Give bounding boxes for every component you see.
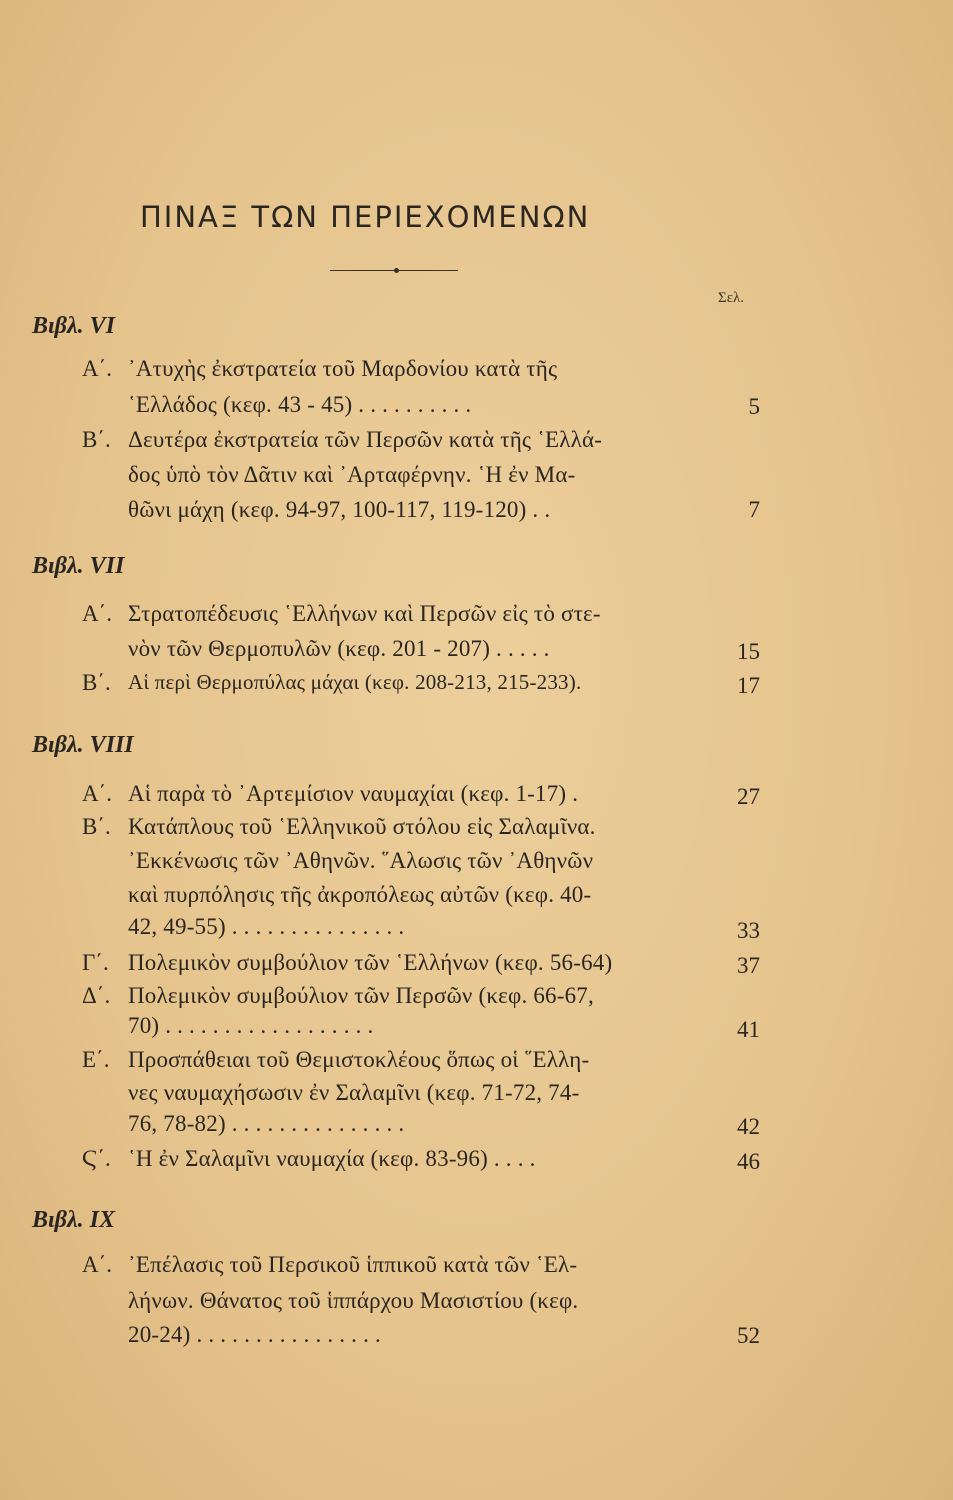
entry-page-number: 27 <box>737 784 760 809</box>
book-heading-ix: Βιβλ. IX <box>32 1207 115 1233</box>
entry-line: 20-24) . . . . . . . . . . . . . . . . <box>128 1322 381 1347</box>
entry-letter: Α΄. <box>82 781 113 806</box>
page-column-label: Σελ. <box>718 290 745 306</box>
entry-line: Αἱ παρὰ τὸ ᾿Αρτεμίσιον ναυμαχίαι (κεφ. 1-17) . <box>128 781 579 806</box>
entry-page-number: 7 <box>748 497 760 522</box>
entry-line: νὸν τῶν Θερμοπυλῶν (κεφ. 201 - 207) . . . . . <box>128 636 550 661</box>
entry-letter: Γ΄. <box>82 950 109 975</box>
entry-line: Κατάπλους τοῦ ῾Ελληνικοῦ στόλου εἰς Σαλαμῖνα. <box>128 814 596 839</box>
entry-letter: Α΄. <box>82 1252 113 1277</box>
entry-page-number: 15 <box>737 639 760 664</box>
entry-line: Προσπάθειαι τοῦ Θεμιστοκλέους ὅπως οἱ ῞Ελλη- <box>128 1047 590 1072</box>
entry-letter: Ε΄. <box>82 1047 110 1072</box>
entry-line: Στρατοπέδευσις ῾Ελλήνων καὶ Περσῶν εἰς τὸ στε- <box>128 601 601 626</box>
title-divider-ornament <box>394 268 399 273</box>
entry-line: νες ναυμαχήσωσιν ἐν Σαλαμῖνι (κεφ. 71-72, 74- <box>128 1080 580 1105</box>
entry-page-number: 33 <box>737 918 760 943</box>
book-heading-viii: Βιβλ. VIII <box>32 732 134 758</box>
entry-letter: Α΄. <box>82 356 113 381</box>
entry-page-number: 46 <box>737 1149 760 1174</box>
entry-line: 76, 78-82) . . . . . . . . . . . . . . . <box>128 1111 405 1136</box>
entry-line: Πολεμικὸν συμβούλιον τῶν ῾Ελλήνων (κεφ. 56-64) <box>128 950 613 975</box>
entry-line: 42, 49-55) . . . . . . . . . . . . . . . <box>128 914 405 939</box>
entry-letter: Β΄. <box>82 814 111 839</box>
entry-line: λήνων. Θάνατος τοῦ ἱππάρχου Μασιστίου (κεφ. <box>128 1288 579 1313</box>
entry-page-number: 52 <box>737 1323 760 1348</box>
book-heading-vi: Βιβλ. VI <box>32 313 115 339</box>
entry-page-number: 41 <box>737 1017 760 1042</box>
entry-line: ᾿Ατυχὴς ἐκστρατεία τοῦ Μαρδονίου κατὰ τῆς <box>128 356 558 381</box>
entry-letter: Α΄. <box>82 601 113 626</box>
entry-page-number: 5 <box>748 394 760 419</box>
entry-line: Πολεμικὸν συμβούλιον τῶν Περσῶν (κεφ. 66-67, <box>128 983 594 1008</box>
entry-line: ᾿Εκκένωσις τῶν ᾿Αθηνῶν. ῞Αλωσις τῶν ᾿Αθηνῶν <box>128 848 594 873</box>
entry-page-number: 17 <box>737 673 760 698</box>
entry-line: δος ὑπὸ τὸν Δᾶτιν καὶ ᾿Αρταφέρνην. ῾Η ἐν Μα- <box>128 462 576 487</box>
entry-page-number: 37 <box>737 953 760 978</box>
entry-letter: Δ΄. <box>82 983 111 1008</box>
book-heading-vii: Βιβλ. VII <box>32 553 125 579</box>
entry-line: θῶνι μάχη (κεφ. 94-97, 100-117, 119-120) . . <box>128 497 551 522</box>
entry-line: 70) . . . . . . . . . . . . . . . . . . <box>128 1013 374 1038</box>
entry-line: καὶ πυρπόλησις τῆς ἀκροπόλεως αὐτῶν (κεφ. 40- <box>128 882 592 907</box>
entry-line: Δευτέρα ἐκστρατεία τῶν Περσῶν κατὰ τῆς ῾Ελλά- <box>128 427 603 452</box>
entry-letter: Β΄. <box>82 427 111 452</box>
entry-line: ῾Ελλάδος (κεφ. 43 - 45) . . . . . . . . . . <box>128 392 472 417</box>
entry-letter: Β΄. <box>82 670 111 695</box>
entry-page-number: 42 <box>737 1114 760 1139</box>
entry-letter: Ϛ΄. <box>82 1146 111 1171</box>
entry-line: ᾿Επέλασις τοῦ Περσικοῦ ἱππικοῦ κατὰ τῶν ῾Ελ- <box>128 1252 578 1277</box>
entry-line: Αἱ περὶ Θερμοπύλας μάχαι (κεφ. 208-213, 215-233). <box>128 670 582 694</box>
page-title: ΠΙΝΑΞ ΤΩΝ ΠΕΡΙΕΧΟΜΕΝΩΝ <box>140 200 591 234</box>
entry-line: ῾Η ἐν Σαλαμῖνι ναυμαχία (κεφ. 83-96) . . . . <box>128 1146 536 1171</box>
